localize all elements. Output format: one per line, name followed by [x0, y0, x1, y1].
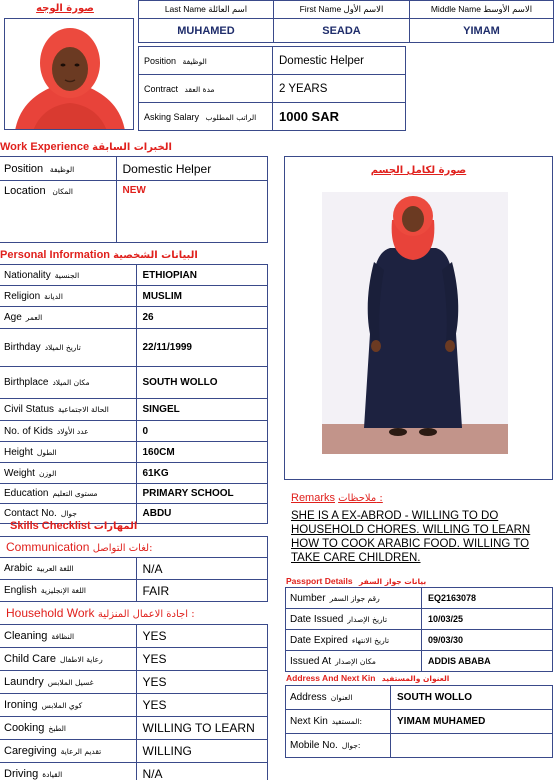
field-label: Civil Status [4, 404, 55, 415]
field-label-arabic: تقديم الرعاية [60, 747, 102, 756]
household-row [0, 648, 268, 671]
language-row-value: FAIR [136, 580, 268, 602]
field-label: Cleaning [4, 630, 48, 642]
passport-row [286, 651, 553, 672]
address-row-value: YIMAM MUHAMED [391, 710, 553, 734]
field-label: Cooking [4, 722, 45, 734]
language-row [0, 558, 268, 580]
work-location-value: NEW [116, 181, 268, 243]
field-label-arabic: جوال: [341, 741, 361, 750]
address-row [286, 686, 553, 710]
field-label: Contact No. [4, 508, 57, 519]
household-title: Household Work اجادة الاعمال المنزلية : [6, 606, 195, 620]
position-label: Position الوظيفة [139, 47, 273, 75]
household-row-label [0, 671, 136, 694]
field-label: Address [290, 692, 327, 703]
address-row [286, 734, 553, 758]
personal-row [0, 463, 268, 484]
remarks-title: Remarks ملاحظات : [291, 492, 383, 504]
field-label: Age [4, 312, 22, 323]
passport-row-value: 10/03/25 [422, 609, 553, 630]
passport-row [286, 609, 553, 630]
personal-row [0, 442, 268, 463]
personal-row [0, 307, 268, 329]
personal-row-label [0, 399, 136, 421]
field-label-arabic: عدد الأولاد [56, 426, 89, 436]
household-row-value: YES [136, 648, 268, 671]
languages-table [0, 557, 268, 602]
field-label: Issued At [290, 655, 332, 667]
personal-row [0, 265, 268, 286]
language-row-value: N/A [136, 558, 268, 580]
field-label-arabic: العمر [25, 313, 43, 322]
passport-row-value: EQ2163078 [422, 588, 553, 609]
face-photo-caption: صورة الوجه [36, 3, 94, 14]
last-name-label: Last Name اسم العائلة [139, 1, 274, 19]
personal-row-label [0, 421, 136, 442]
personal-info-title: Personal Information البيانات الشخصية [0, 249, 198, 261]
passport-row-label [286, 651, 422, 672]
field-label: Laundry [4, 676, 44, 688]
personal-row-value: SINGEL [136, 399, 268, 421]
household-row-value: WILLING [136, 740, 268, 763]
remarks-text: SHE IS A EX-ABROD - WILLING TO DO HOUSEHOLD CHORES. WILLING TO LEARN HOW TO COOK ARABIC FOOD. WILLING TO TAKE CARE CHILDREN. [291, 510, 531, 564]
field-label: Child Care [4, 653, 56, 665]
work-experience-table [0, 156, 268, 243]
field-label-arabic: الطول [36, 447, 57, 457]
field-label-arabic: تاريخ الانتهاء [351, 635, 390, 645]
language-row-label [0, 558, 136, 580]
field-label: Date Expired [290, 634, 348, 646]
field-label-arabic: رعاية الاطفال [59, 655, 103, 664]
household-row-label [0, 694, 136, 717]
field-label-arabic: رقم جواز السفر [329, 593, 380, 603]
field-label: Height [4, 446, 33, 458]
personal-row [0, 367, 268, 399]
household-row-label [0, 763, 136, 780]
personal-row-value: 160CM [136, 442, 268, 463]
passport-row [286, 588, 553, 609]
passport-row-label [286, 588, 422, 609]
household-row-value: N/A [136, 763, 268, 780]
field-label-arabic: الحالة الاجتماعية [58, 405, 109, 414]
address-table [285, 685, 553, 758]
personal-row [0, 286, 268, 307]
personal-row-label [0, 367, 136, 399]
address-row-value: SOUTH WOLLO [391, 686, 553, 710]
language-row-label [0, 580, 136, 602]
field-label-arabic: الديانة [44, 291, 63, 301]
language-row [0, 580, 268, 602]
household-row-value: YES [136, 671, 268, 694]
household-row [0, 625, 268, 648]
contract-table [138, 46, 406, 131]
field-label: Number [290, 592, 326, 604]
field-label: Date Issued [290, 613, 344, 625]
field-label: Arabic [4, 563, 33, 574]
passport-row-value: 09/03/30 [422, 630, 553, 651]
personal-row-value: SOUTH WOLLO [136, 367, 268, 399]
passport-row-label [286, 630, 422, 651]
field-label-arabic: المستفيد: [331, 717, 362, 726]
passport-table [285, 587, 553, 672]
personal-row-label [0, 286, 136, 307]
middle-name-label: Middle Name الاسم الأوسط [410, 1, 554, 19]
personal-row-value: 22/11/1999 [136, 329, 268, 367]
personal-row-label [0, 329, 136, 367]
personal-row-value: ABDU [136, 504, 268, 524]
field-label-arabic: الجنسية [54, 270, 80, 280]
field-label: Birthplace [4, 377, 49, 388]
field-label: No. of Kids [4, 425, 53, 437]
personal-row-value: 61KG [136, 463, 268, 484]
first-name-label: First Name الاسم الأول [274, 1, 410, 19]
work-location-label: Location المكان [0, 181, 116, 243]
contract-value: 2 YEARS [273, 75, 406, 103]
passport-row-label [286, 609, 422, 630]
position-value: Domestic Helper [273, 47, 406, 75]
personal-row [0, 399, 268, 421]
household-row-label [0, 717, 136, 740]
field-label: Driving [4, 768, 39, 780]
personal-info-table [0, 264, 268, 524]
field-label: Religion [4, 290, 41, 302]
personal-row-label [0, 463, 136, 484]
household-row [0, 717, 268, 740]
address-title: Address And Next Kin العنوان والمستفيد [286, 673, 450, 683]
field-label: Next Kin [290, 716, 328, 727]
household-row [0, 763, 268, 780]
personal-row-value: PRIMARY SCHOOL [136, 484, 268, 504]
personal-row [0, 329, 268, 367]
household-row-value: WILLING TO LEARN [136, 717, 268, 740]
field-label-arabic: اللغة العربية [36, 564, 74, 573]
field-label: Caregiving [4, 745, 57, 757]
field-label-arabic: تاريخ الميلاد [44, 343, 81, 352]
last-name-value: MUHAMED [139, 19, 274, 43]
passport-row-value: ADDIS ABABA [422, 651, 553, 672]
field-label-arabic: جوال [60, 509, 77, 518]
field-label-arabic: غسيل الملابس [47, 678, 94, 687]
middle-name-value: YIMAM [410, 19, 554, 43]
field-label-arabic: كوي الملابس [41, 701, 83, 710]
field-label: English [4, 585, 37, 596]
face-photo [4, 18, 134, 130]
field-label-arabic: مكان الإصدار [335, 656, 376, 666]
field-label: Birthday [4, 342, 41, 353]
first-name-value: SEADA [274, 19, 410, 43]
field-label-arabic: النظافة [51, 632, 75, 641]
passport-row [286, 630, 553, 651]
personal-row-value: ETHIOPIAN [136, 265, 268, 286]
field-label-arabic: الطبخ [48, 724, 66, 733]
household-row-label [0, 625, 136, 648]
field-label: Education [4, 488, 49, 499]
household-table [0, 624, 268, 780]
personal-row [0, 484, 268, 504]
personal-row-value: MUSLIM [136, 286, 268, 307]
field-label-arabic: تاريخ الإصدار [347, 614, 388, 624]
salary-value: 1000 SAR [273, 103, 406, 131]
work-position-value: Domestic Helper [116, 157, 268, 181]
address-row-label [286, 710, 391, 734]
personal-row-value: 26 [136, 307, 268, 329]
personal-row-label [0, 442, 136, 463]
names-table [138, 0, 554, 43]
work-experience-title: Work Experience الخبرات السابقة [0, 141, 172, 153]
communication-title: Communication لغات التواصل: [0, 536, 268, 558]
contract-label: Contract مدة العقد [139, 75, 273, 103]
full-body-photo-image [322, 192, 508, 454]
field-label-arabic: العنوان [330, 693, 353, 702]
field-label-arabic: مستوى التعليم [52, 489, 98, 498]
work-position-label: Position الوظيفة [0, 157, 116, 181]
field-label: Nationality [4, 269, 51, 281]
personal-row-value: 0 [136, 421, 268, 442]
salary-label: Asking Salary الراتب المطلوب [139, 103, 273, 131]
field-label-arabic: مكان الميلاد [52, 378, 90, 387]
household-row [0, 694, 268, 717]
address-row-value [391, 734, 553, 758]
field-label-arabic: اللغة الإنجليزية [40, 586, 86, 595]
personal-row [0, 421, 268, 442]
field-label: Weight [4, 467, 35, 479]
household-row-value: YES [136, 625, 268, 648]
household-row [0, 740, 268, 763]
field-label-arabic: الوزن [38, 468, 57, 478]
personal-row-label [0, 484, 136, 504]
full-body-photo-caption: صورة لكامل الجسم [370, 165, 467, 176]
face-photo-image [5, 19, 134, 130]
household-row-value: YES [136, 694, 268, 717]
full-body-photo-frame [284, 156, 553, 480]
personal-row-label [0, 265, 136, 286]
household-row [0, 671, 268, 694]
skills-title: Skills Checklist المهارات [10, 520, 138, 532]
address-row-label [286, 686, 391, 710]
field-label-arabic: القيادة [42, 770, 63, 779]
field-label: Mobile No. [290, 740, 338, 751]
address-row [286, 710, 553, 734]
passport-title: Passport Details بيانات جواز السفر [286, 576, 427, 586]
household-row-label [0, 648, 136, 671]
household-row-label [0, 740, 136, 763]
address-row-label [286, 734, 391, 758]
field-label: Ironing [4, 699, 38, 711]
personal-row-label [0, 307, 136, 329]
